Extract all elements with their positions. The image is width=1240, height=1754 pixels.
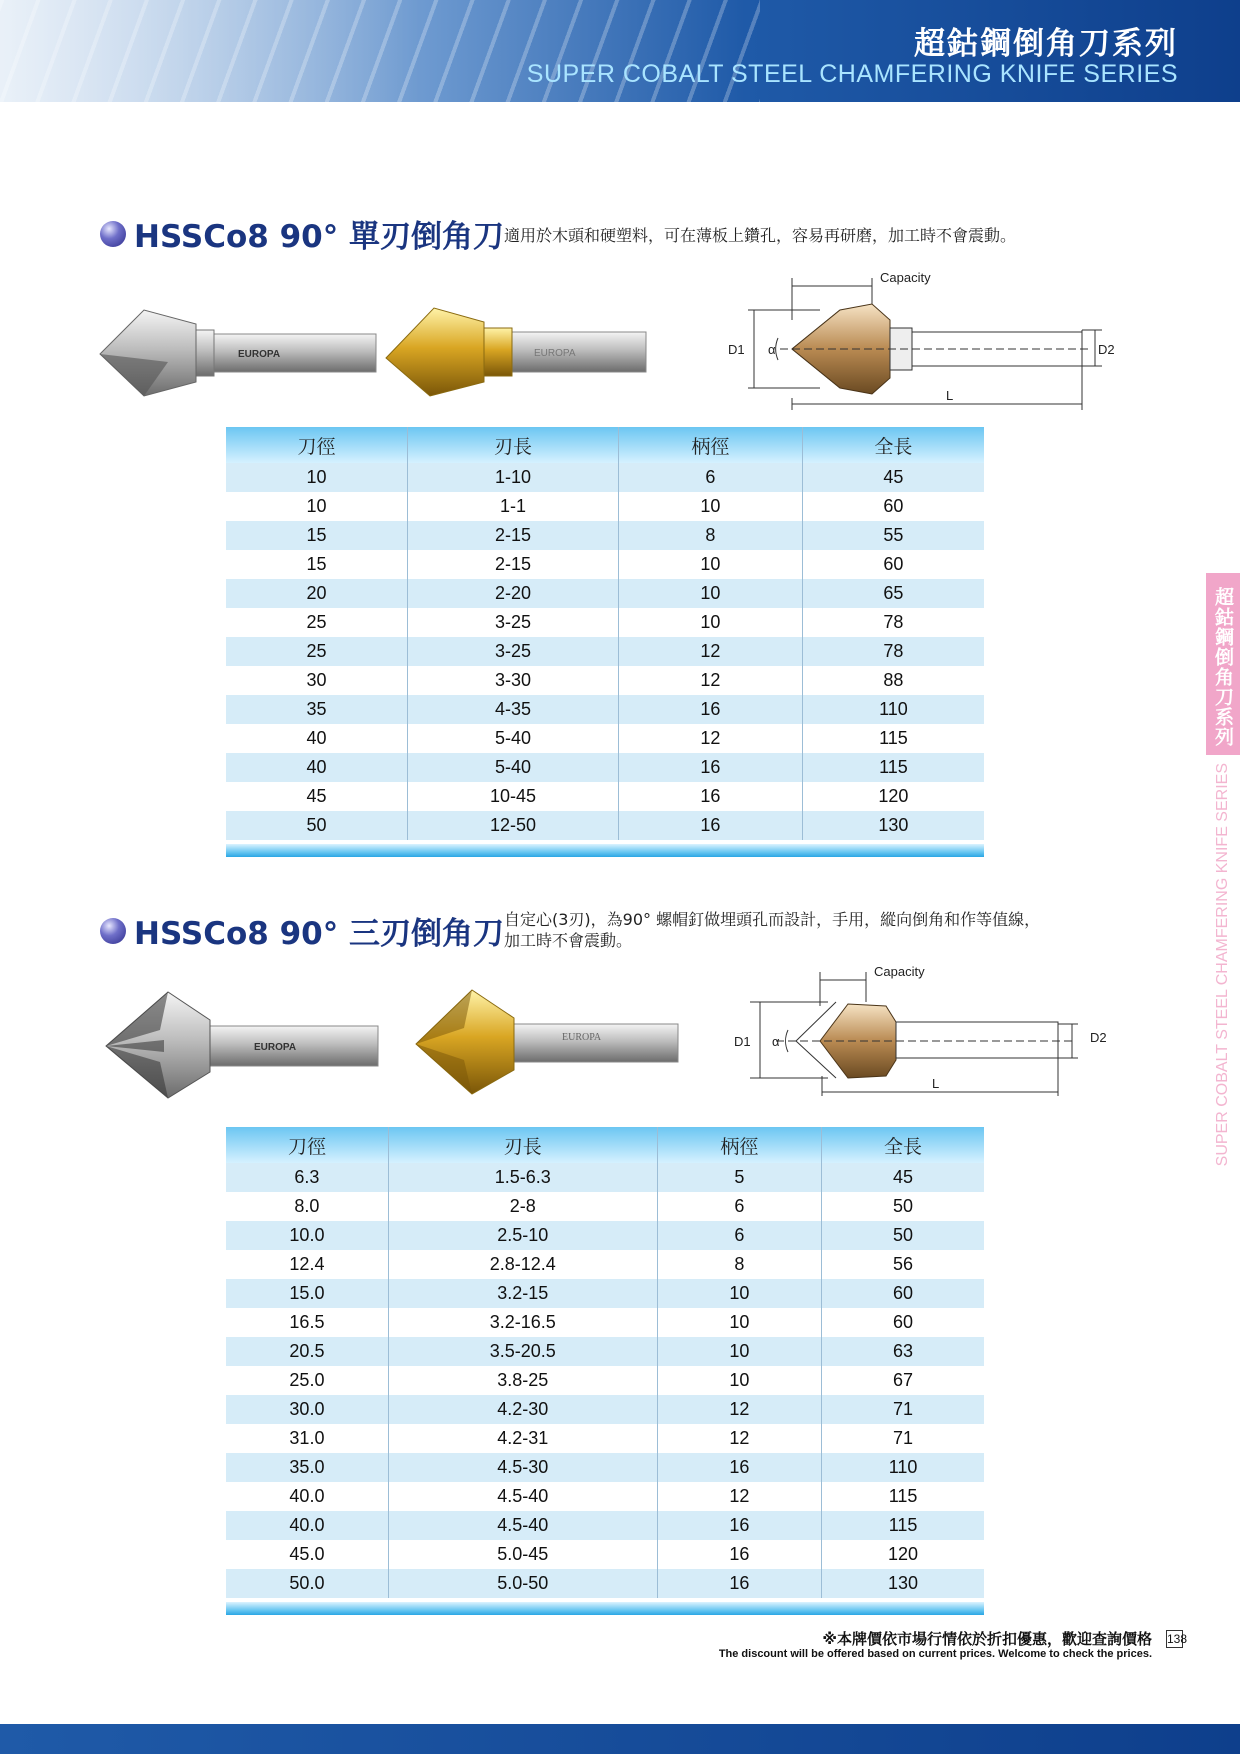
table-row: [226, 550, 984, 579]
cell-cutter-diameter: 15: [226, 550, 408, 579]
table-row: [226, 521, 984, 550]
cell-overall-length: 65: [802, 579, 984, 608]
table-row: [226, 1366, 984, 1395]
cell-cutter-diameter: 15: [226, 521, 408, 550]
three-flute-dimension-diagram: [736, 966, 1116, 1102]
cell-cutter-diameter: 10: [226, 492, 408, 521]
cell-overall-length: 60: [802, 550, 984, 579]
table-row: [226, 811, 984, 840]
cell-overall-length: 50: [822, 1221, 984, 1250]
section-2-description-line-1: 自定心(3刃)，為90° 螺帽釘做埋頭孔而設計，手用，縱向倒角和作等值線，: [504, 910, 1041, 929]
shank: [208, 334, 376, 372]
three-flute-chamfer-photo-silver: [104, 990, 380, 1100]
cell-overall-length: 130: [822, 1569, 984, 1598]
header-title-zh: 超鈷鋼倒角刀系列: [914, 26, 1178, 62]
diagram-label-alpha: α: [768, 342, 776, 357]
cell-overall-length: 55: [802, 521, 984, 550]
cell-cutter-diameter: 50.0: [226, 1569, 388, 1598]
cell-flute-length: 10-45: [408, 782, 619, 811]
single-flute-chamfer-photo-gold: [384, 302, 650, 398]
side-tab-title-zh: 超鈷鋼倒角刀系列: [1212, 587, 1234, 747]
cell-cutter-diameter: 25.0: [226, 1366, 388, 1395]
column-header-flute-length: 刃長: [388, 1127, 657, 1163]
cell-overall-length: 50: [822, 1192, 984, 1221]
cell-overall-length: 45: [802, 463, 984, 492]
cell-flute-length: 3.8-25: [388, 1366, 657, 1395]
cell-overall-length: 78: [802, 608, 984, 637]
cell-shank-diameter: 10: [619, 579, 803, 608]
table-row: [226, 1540, 984, 1569]
cell-shank-diameter: 16: [657, 1453, 821, 1482]
column-header-cutter-diameter: 刀徑: [226, 1127, 388, 1163]
cell-cutter-diameter: 25: [226, 608, 408, 637]
table-header-row: [226, 427, 984, 463]
cell-flute-length: 2-15: [408, 521, 619, 550]
cell-overall-length: 115: [802, 753, 984, 782]
cell-shank-diameter: 16: [657, 1569, 821, 1598]
cell-overall-length: 60: [822, 1308, 984, 1337]
single-flute-spec-table: [226, 427, 984, 840]
cell-flute-length: 5.0-50: [388, 1569, 657, 1598]
cell-cutter-diameter: 35: [226, 695, 408, 724]
section-2-description: [504, 909, 1040, 951]
table-row: [226, 1279, 984, 1308]
cell-flute-length: 4.2-30: [388, 1395, 657, 1424]
table-bottom-bar: [226, 844, 984, 857]
cell-shank-diameter: 12: [619, 666, 803, 695]
side-tab-title-en: SUPER COBALT STEEL CHAMFERING KNIFE SERIES: [1214, 763, 1231, 1167]
cell-flute-length: 3-30: [408, 666, 619, 695]
table-row: [226, 1511, 984, 1540]
cell-shank-diameter: 10: [657, 1366, 821, 1395]
table-row: [226, 1482, 984, 1511]
cell-cutter-diameter: 40.0: [226, 1511, 388, 1540]
table-row: [226, 782, 984, 811]
cell-overall-length: 120: [822, 1540, 984, 1569]
table-row: [226, 1337, 984, 1366]
cell-flute-length: 2.8-12.4: [388, 1250, 657, 1279]
cell-overall-length: 71: [822, 1395, 984, 1424]
section-1-title: HSSCo8 90° 單刃倒角刀: [134, 219, 505, 255]
cell-cutter-diameter: 45.0: [226, 1540, 388, 1569]
shank: [510, 1024, 678, 1062]
cell-cutter-diameter: 45: [226, 782, 408, 811]
brand-engraving: EUROPA: [534, 348, 576, 359]
column-header-flute-length: 刃長: [408, 427, 619, 463]
cell-overall-length: 110: [822, 1453, 984, 1482]
cell-shank-diameter: 10: [657, 1279, 821, 1308]
cell-overall-length: 78: [802, 637, 984, 666]
table-row: [226, 724, 984, 753]
diagram-label-d2: D2: [1098, 342, 1115, 357]
three-flute-spec-table: [226, 1127, 984, 1598]
brand-engraving: EUROPA: [562, 1032, 602, 1043]
cell-shank-diameter: 16: [657, 1511, 821, 1540]
cell-shank-diameter: 12: [657, 1424, 821, 1453]
cell-shank-diameter: 12: [619, 637, 803, 666]
cell-flute-length: 5-40: [408, 724, 619, 753]
cell-flute-length: 3.2-15: [388, 1279, 657, 1308]
cell-cutter-diameter: 31.0: [226, 1424, 388, 1453]
cell-overall-length: 60: [802, 492, 984, 521]
cell-flute-length: 1-10: [408, 463, 619, 492]
column-header-cutter-diameter: 刀徑: [226, 427, 408, 463]
cell-shank-diameter: 6: [657, 1221, 821, 1250]
header-title-en: SUPER COBALT STEEL CHAMFERING KNIFE SERIES: [526, 60, 1178, 88]
single-flute-dimension-diagram: [728, 270, 1120, 410]
cell-cutter-diameter: 50: [226, 811, 408, 840]
cell-flute-length: 1.5-6.3: [388, 1163, 657, 1192]
cell-flute-length: 2-8: [388, 1192, 657, 1221]
cell-overall-length: 88: [802, 666, 984, 695]
cell-flute-length: 4.2-31: [388, 1424, 657, 1453]
cell-cutter-diameter: 10.0: [226, 1221, 388, 1250]
cell-overall-length: 45: [822, 1163, 984, 1192]
diagram-label-d2: D2: [1090, 1030, 1107, 1045]
cell-flute-length: 5-40: [408, 753, 619, 782]
column-header-shank-diameter: 柄徑: [657, 1127, 821, 1163]
cell-flute-length: 3.2-16.5: [388, 1308, 657, 1337]
cell-shank-diameter: 10: [619, 608, 803, 637]
cell-overall-length: 60: [822, 1279, 984, 1308]
cell-cutter-diameter: 20: [226, 579, 408, 608]
cell-shank-diameter: 6: [619, 463, 803, 492]
single-flute-chamfer-photo-silver: [98, 302, 380, 398]
table-row: [226, 1163, 984, 1192]
cell-flute-length: 4-35: [408, 695, 619, 724]
table-row: [226, 608, 984, 637]
diagram-label-d1: D1: [728, 342, 745, 357]
column-header-overall-length: 全長: [802, 427, 984, 463]
bullet-icon: [100, 221, 126, 247]
header-banner: [0, 0, 1240, 102]
table-row: [226, 1192, 984, 1221]
table-row: [226, 579, 984, 608]
cell-overall-length: 120: [802, 782, 984, 811]
cell-flute-length: 3.5-20.5: [388, 1337, 657, 1366]
cell-cutter-diameter: 6.3: [226, 1163, 388, 1192]
table-row: [226, 1308, 984, 1337]
table-bottom-bar: [226, 1602, 984, 1615]
page-number: 138: [1167, 1632, 1188, 1646]
cell-overall-length: 56: [822, 1250, 984, 1279]
cell-cutter-diameter: 30: [226, 666, 408, 695]
footer-banner: [0, 1724, 1240, 1754]
cell-flute-length: 2-20: [408, 579, 619, 608]
table-row: [226, 1221, 984, 1250]
column-header-shank-diameter: 柄徑: [619, 427, 803, 463]
cell-cutter-diameter: 40: [226, 753, 408, 782]
three-flute-chamfer-photo-gold: [414, 988, 682, 1096]
table-row: [226, 753, 984, 782]
cell-shank-diameter: 10: [619, 550, 803, 579]
cell-cutter-diameter: 8.0: [226, 1192, 388, 1221]
cell-flute-length: 2-15: [408, 550, 619, 579]
cell-shank-diameter: 5: [657, 1163, 821, 1192]
cell-cutter-diameter: 20.5: [226, 1337, 388, 1366]
table-header-row: [226, 1127, 984, 1163]
cell-overall-length: 115: [802, 724, 984, 753]
cell-cutter-diameter: 25: [226, 637, 408, 666]
cell-flute-length: 3-25: [408, 637, 619, 666]
shank: [506, 332, 646, 372]
cell-shank-diameter: 16: [619, 782, 803, 811]
neck: [480, 328, 512, 376]
cell-flute-length: 4.5-30: [388, 1453, 657, 1482]
table-row: [226, 1395, 984, 1424]
table-row: [226, 1569, 984, 1598]
cell-shank-diameter: 10: [619, 492, 803, 521]
section-2-title: HSSCo8 90° 三刃倒角刀: [134, 916, 505, 952]
brand-engraving: EUROPA: [238, 349, 281, 360]
cell-flute-length: 3-25: [408, 608, 619, 637]
footer-note-zh: ※本牌價依市場行情依於折扣優惠，歡迎查詢價格: [822, 1630, 1152, 1648]
diagram-shank: [896, 1022, 1058, 1058]
table-row: [226, 463, 984, 492]
cell-flute-length: 12-50: [408, 811, 619, 840]
section-2-description-line-2: 加工時不會震動。: [504, 931, 633, 950]
cell-shank-diameter: 16: [619, 753, 803, 782]
cell-cutter-diameter: 12.4: [226, 1250, 388, 1279]
footer-note-en: The discount will be offered based on current prices. Welcome to check the prices.: [718, 1648, 1152, 1660]
cell-cutter-diameter: 10: [226, 463, 408, 492]
cell-flute-length: 5.0-45: [388, 1540, 657, 1569]
cell-shank-diameter: 12: [619, 724, 803, 753]
diagram-label-capacity: Capacity: [874, 964, 925, 979]
cell-overall-length: 130: [802, 811, 984, 840]
table-row: [226, 695, 984, 724]
diagram-label-l: L: [932, 1076, 940, 1091]
cell-shank-diameter: 16: [657, 1540, 821, 1569]
table-row: [226, 1250, 984, 1279]
side-section-tab: [1206, 573, 1240, 1167]
cell-overall-length: 115: [822, 1482, 984, 1511]
cell-cutter-diameter: 40.0: [226, 1482, 388, 1511]
diagram-label-alpha: α: [772, 1034, 780, 1049]
diagram-label-d1: D1: [734, 1034, 751, 1049]
cutter-head: [386, 308, 484, 396]
cell-flute-length: 1-1: [408, 492, 619, 521]
brand-engraving: EUROPA: [254, 1042, 297, 1053]
cell-shank-diameter: 10: [657, 1308, 821, 1337]
diagram-label-l: L: [946, 388, 954, 403]
section-2-heading: [100, 908, 504, 953]
cell-shank-diameter: 16: [619, 811, 803, 840]
cell-cutter-diameter: 16.5: [226, 1308, 388, 1337]
table-row: [226, 1453, 984, 1482]
cell-shank-diameter: 12: [657, 1482, 821, 1511]
cell-overall-length: 110: [802, 695, 984, 724]
cell-shank-diameter: 16: [619, 695, 803, 724]
table-row: [226, 637, 984, 666]
cell-shank-diameter: 8: [657, 1250, 821, 1279]
cell-overall-length: 63: [822, 1337, 984, 1366]
cell-cutter-diameter: 30.0: [226, 1395, 388, 1424]
table-row: [226, 666, 984, 695]
cell-flute-length: 2.5-10: [388, 1221, 657, 1250]
diagram-label-capacity: Capacity: [880, 270, 931, 285]
section-1-description: 適用於木頭和硬塑料，可在薄板上鑽孔，容易再研磨，加工時不會震動。: [504, 226, 1017, 245]
table-row: [226, 1424, 984, 1453]
cell-cutter-diameter: 35.0: [226, 1453, 388, 1482]
cell-overall-length: 71: [822, 1424, 984, 1453]
cell-shank-diameter: 8: [619, 521, 803, 550]
cell-shank-diameter: 12: [657, 1395, 821, 1424]
cell-cutter-diameter: 15.0: [226, 1279, 388, 1308]
cell-overall-length: 67: [822, 1366, 984, 1395]
cell-cutter-diameter: 40: [226, 724, 408, 753]
cell-shank-diameter: 10: [657, 1337, 821, 1366]
cell-overall-length: 115: [822, 1511, 984, 1540]
cell-flute-length: 4.5-40: [388, 1511, 657, 1540]
bullet-icon: [100, 918, 126, 944]
cell-shank-diameter: 6: [657, 1192, 821, 1221]
column-header-overall-length: 全長: [822, 1127, 984, 1163]
section-1-heading: [100, 211, 504, 256]
table-row: [226, 492, 984, 521]
cell-flute-length: 4.5-40: [388, 1482, 657, 1511]
